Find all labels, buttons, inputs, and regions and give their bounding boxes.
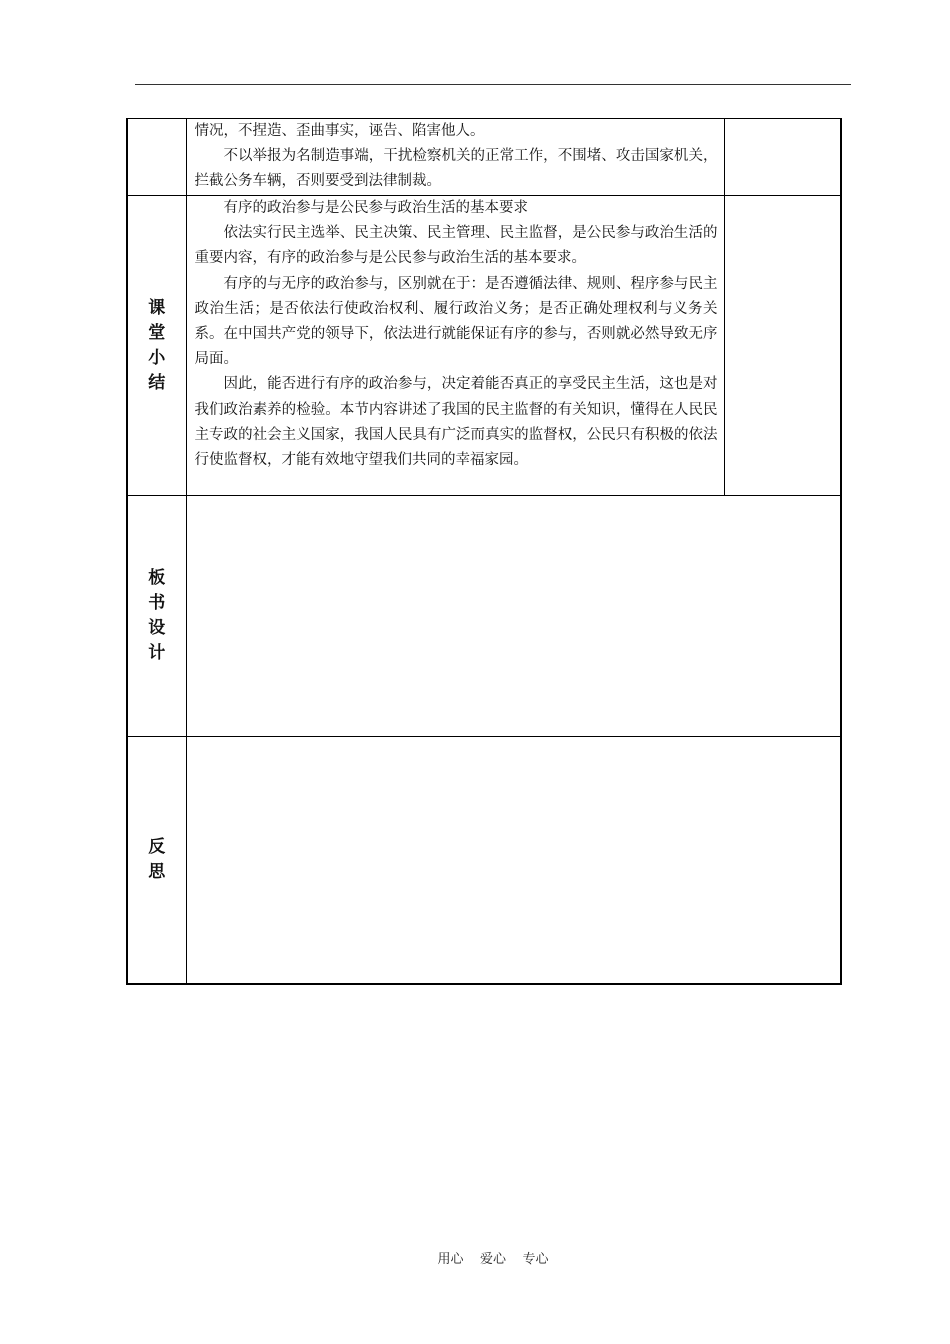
table-row-board-design: [127, 496, 841, 737]
content-paragraph: 因此，能否进行有序的政治参与，决定着能否真正的享受民主生活，这也是对我们政治素养的检验。本节内容讲述了我国的民主监督的有关知识，懂得在人民民主专政的社会主义国家，我国人民具有广泛而真实的监督权，公民只有积极的依法行使监督权，才能有效地守望我们共同的幸福家园。: [194, 376, 718, 469]
content-paragraph: 有序的与无序的政治参与，区别就在于：是否遵循法律、规则、程序参与民主政治生活；是否依法行使政治权利、履行政治义务；是否正确处理权利与义务关系。在中国共产党的领导下，依法进行就能保证有序的参与，否则就必然导致无序局面。: [194, 275, 718, 368]
lesson-plan-table: [126, 118, 842, 985]
header-rule: [135, 84, 851, 85]
content-paragraph: 依法实行民主选举、民主决策、民主管理、民主监督，是公民参与政治生活的重要内容，有序的政治参与是公民参与政治生活的基本要求。: [194, 225, 718, 267]
class-summary-content: [186, 196, 724, 496]
row-label-reflection: 反思: [127, 737, 186, 985]
content-paragraph: 不以举报为名制造事端，干扰检察机关的正常工作，不围堵、攻击国家机关，拦截公务车辆，否则要受到法律制裁。: [194, 148, 718, 190]
continuation-content: [186, 119, 724, 196]
board-design-content: [186, 496, 841, 737]
note-cell: [724, 119, 841, 196]
table-row-continuation: [127, 119, 841, 196]
reflection-content: [186, 737, 841, 985]
row-label-empty: [127, 119, 186, 196]
table-row-class-summary: [127, 196, 841, 496]
row-label-class-summary: 课堂小结: [127, 196, 186, 496]
page-footer: 用心 爱心 专心: [437, 1252, 549, 1267]
row-label-board-design: 板书设计: [127, 496, 186, 737]
content-paragraph: 情况，不捏造、歪曲事实，诬告、陷害他人。: [194, 123, 485, 139]
content-paragraph: 有序的政治参与是公民参与政治生活的基本要求: [223, 200, 528, 216]
note-cell: [724, 196, 841, 496]
table-row-reflection: [127, 737, 841, 985]
